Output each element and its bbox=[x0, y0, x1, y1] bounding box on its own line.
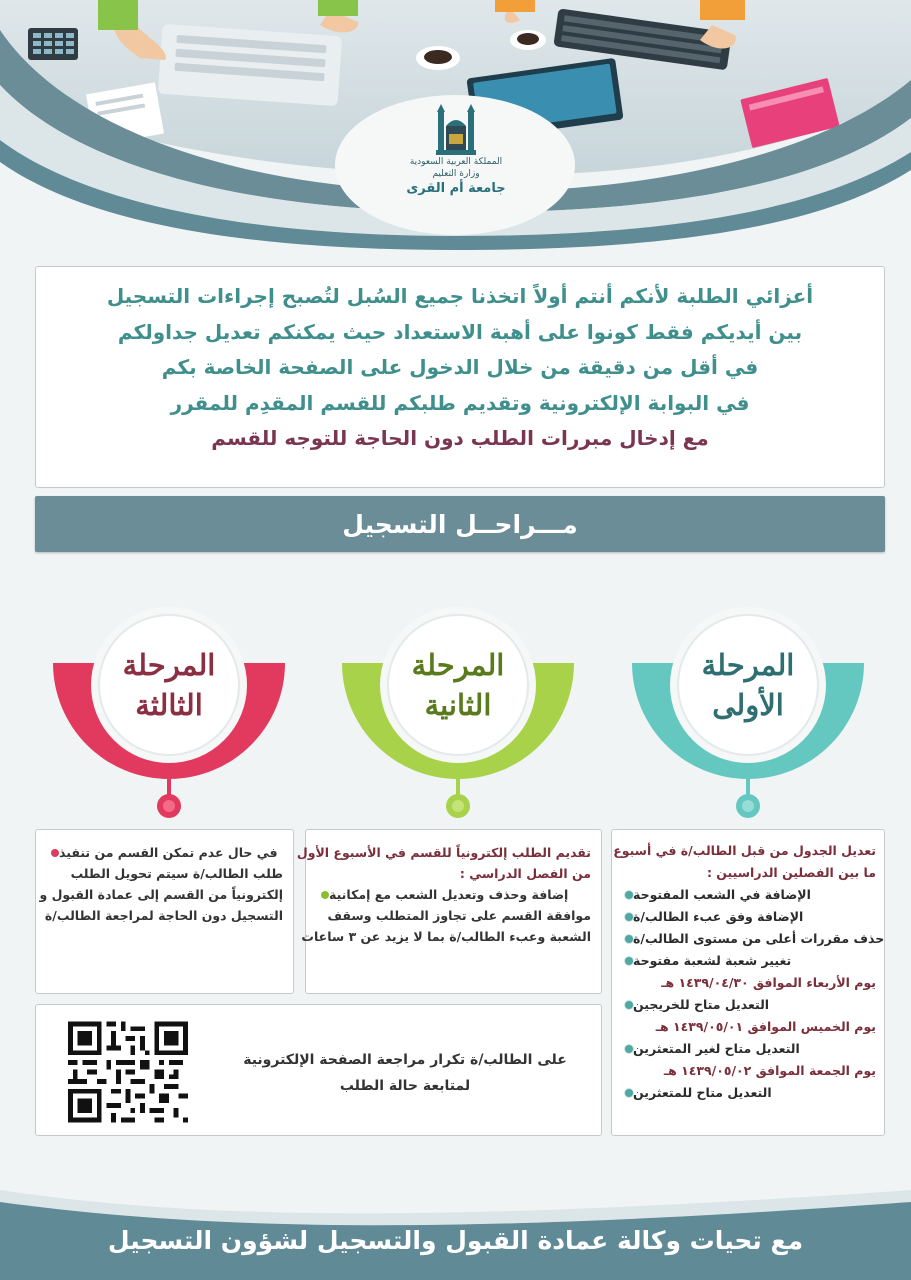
stages-title: مـــراحــل التسجيل bbox=[342, 509, 578, 539]
bullet-icon bbox=[625, 1089, 633, 1097]
qr-info-line: على الطالب/ة تكرار مراجعة الصفحة الإلكترونية bbox=[243, 1052, 567, 1068]
stage-third-word2: الثالثة bbox=[135, 688, 203, 722]
stage-first-date: يوم الجمعة الموافق ١٤٣٩/٠٥/٠٢ هـ bbox=[663, 1063, 876, 1078]
stage-third-line: التسجيل دون الحاجة لمراجعة الطالب/ة bbox=[44, 908, 283, 923]
bullet-icon bbox=[625, 1045, 633, 1053]
stage-first-note bbox=[620, 1038, 876, 1060]
stage-first-item-text: حذف مقررات أعلى من مستوى الطالب/ة bbox=[633, 931, 885, 946]
stage-first-note-text: التعديل متاح للمتعثرين bbox=[633, 1085, 772, 1100]
logo-ministry-text: وزارة التعليم bbox=[432, 169, 480, 179]
stage-first-note-text: التعديل متاح لغير المتعثرين bbox=[633, 1041, 800, 1056]
stage-first bbox=[632, 585, 864, 825]
stage-third bbox=[53, 585, 285, 825]
stage-first-word2: الأولى bbox=[712, 688, 784, 722]
logo-kingdom-text: المملكة العربية السعودية bbox=[409, 157, 503, 167]
bullet-icon bbox=[625, 957, 633, 965]
stage-third-line: إلكترونياً من القسم إلى عمادة القبول و bbox=[39, 887, 283, 902]
qr-code-icon[interactable] bbox=[68, 1021, 188, 1123]
calculator-icon bbox=[28, 28, 78, 60]
stage-second-line: الشعبة وعبء الطالب/ة بما لا يزيد عن ٣ ساعات bbox=[301, 929, 591, 944]
bullet-icon bbox=[625, 913, 633, 921]
stage-third-item bbox=[46, 842, 283, 863]
bullet-icon bbox=[51, 849, 59, 857]
footer-wave bbox=[0, 1150, 911, 1280]
stage-third-word1: المرحلة bbox=[122, 648, 216, 682]
university-emblem-icon bbox=[435, 104, 477, 156]
stage-first-item-text: الإضافة في الشعب المفتوحة bbox=[633, 887, 811, 902]
stage-first-item bbox=[620, 906, 876, 928]
header-artwork bbox=[0, 0, 911, 250]
stage-first-heading: ما بين الفصلين الدراسيين : bbox=[706, 865, 876, 880]
stage-first-item bbox=[620, 950, 876, 972]
bullet-icon bbox=[625, 935, 633, 943]
intro-line: أعزائي الطلبة لأنكم أنتم أولاً اتخذنا جميع السُبل لتُصبح إجراءات التسجيل bbox=[106, 284, 814, 308]
bullet-icon bbox=[625, 891, 633, 899]
stage-second-heading: تقديم الطلب إلكترونياً للقسم في الأسبوع الأول bbox=[296, 845, 591, 860]
stage-first-item bbox=[620, 928, 885, 950]
stage-first-item-text: الإضافة وفق عبء الطالب/ة bbox=[633, 909, 804, 924]
stage-first-word1: المرحلة bbox=[701, 648, 795, 682]
qr-info-box bbox=[35, 1004, 602, 1136]
laptop-keyboard-icon bbox=[158, 24, 342, 106]
stage-first-note bbox=[620, 1082, 876, 1104]
stage-first-heading: تعديل الجدول من قبل الطالب/ة في أسبوع bbox=[613, 843, 876, 858]
intro-line-highlight: مع إدخال مبررات الطلب دون الحاجة للتوجه للقسم bbox=[211, 426, 709, 450]
stage-second-word1: المرحلة bbox=[411, 648, 505, 682]
stages-banner bbox=[35, 496, 885, 552]
stage-first-item-text: تغيير شعبة لشعبة مفتوحة bbox=[633, 953, 792, 968]
stage-third-line: في حال عدم تمكن القسم من تنفيذ bbox=[59, 845, 278, 860]
stage-third-details bbox=[35, 829, 294, 994]
bullet-icon bbox=[321, 891, 329, 899]
stage-second-line: موافقة القسم على تجاوز المتطلب وسقف bbox=[327, 908, 591, 923]
intro-line: في البوابة الإلكترونية وتقديم طلبكم للقسم المقدِم للمقرر bbox=[170, 390, 750, 415]
stage-second-details bbox=[296, 829, 602, 994]
stage-first-details bbox=[611, 829, 885, 1136]
stage-first-date: يوم الأربعاء الموافق ١٤٣٩/٠٤/٣٠ هـ bbox=[661, 975, 876, 990]
stage-second bbox=[342, 585, 574, 825]
footer bbox=[0, 1150, 911, 1280]
stage-first-item bbox=[620, 884, 876, 906]
stage-third-line: طلب الطالب/ة سيتم تحويل الطلب bbox=[70, 866, 283, 881]
stage-first-date: يوم الخميس الموافق ١٤٣٩/٠٥/٠١ هـ bbox=[655, 1019, 876, 1034]
university-logo bbox=[390, 104, 522, 197]
footer-greeting: مع تحيات وكالة عمادة القبول والتسجيل لشؤون التسجيل bbox=[107, 1226, 804, 1255]
qr-info-line: لمتابعة حالة الطلب bbox=[339, 1078, 471, 1094]
stage-first-note-text: التعديل متاح للخريجين bbox=[633, 997, 770, 1012]
bullet-icon bbox=[625, 1001, 633, 1009]
stage-second-word2: الثانية bbox=[424, 688, 492, 722]
stage-second-line: إضافة وحذف وتعديل الشعب مع إمكانية bbox=[329, 887, 569, 902]
intro-line: في أقل من دقيقة من خلال الدخول على الصفحة الخاصة بكم bbox=[161, 355, 759, 379]
intro-line: بين أيديكم فقط كونوا على أهبة الاستعداد حيث يمكنكم تعديل جداولكم bbox=[117, 319, 803, 344]
stage-first-note bbox=[620, 994, 876, 1016]
intro-message-box bbox=[35, 266, 885, 488]
logo-university-text: جامعة أم القرى bbox=[406, 181, 506, 196]
stage-second-heading: من الفصل الدراسي : bbox=[459, 866, 591, 881]
stage-second-item bbox=[316, 884, 591, 905]
